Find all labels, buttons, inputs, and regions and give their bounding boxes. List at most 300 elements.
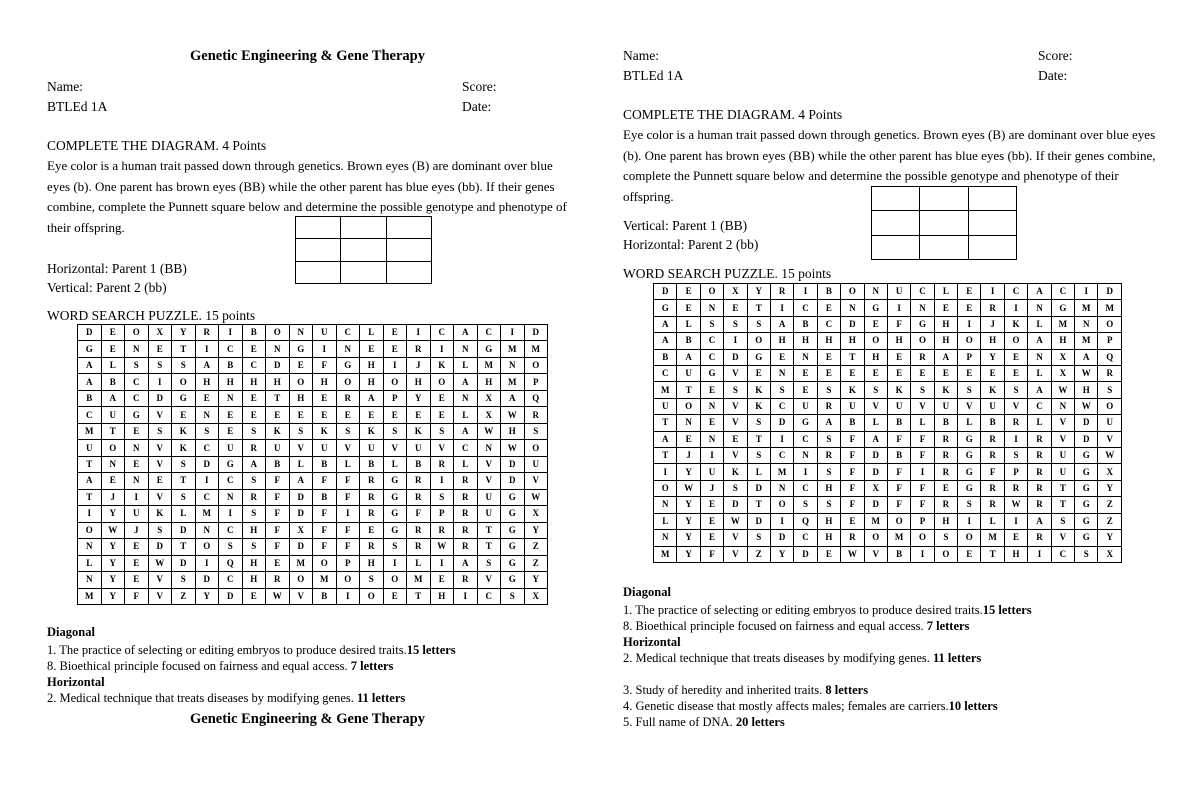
word-search-row (78, 539, 548, 555)
punnett-cell[interactable] (872, 211, 920, 235)
word-search-cell: J (407, 357, 431, 373)
word-search-cell: V (724, 398, 747, 414)
word-search-cell: S (125, 357, 149, 373)
word-search-cell: F (125, 588, 149, 605)
word-search-cell: O (336, 374, 360, 390)
word-search-cell: S (524, 423, 548, 439)
word-search-cell: O (700, 284, 723, 300)
word-search-cell: D (524, 325, 548, 341)
word-search-cell: N (770, 480, 793, 496)
word-search-cell: G (958, 464, 981, 480)
word-search-cell: K (724, 464, 747, 480)
word-search-cell: M (981, 530, 1004, 546)
word-search-cell: R (1028, 448, 1051, 464)
word-search-cell: H (864, 349, 887, 365)
word-search-cell: O (383, 572, 407, 588)
word-search-cell: M (78, 588, 102, 605)
word-search-cell: V (383, 440, 407, 456)
word-search-cell: T (747, 300, 770, 316)
word-search-cell: A (78, 374, 102, 390)
word-search-cell: M (770, 464, 793, 480)
word-search-cell: I (770, 300, 793, 316)
word-search-cell: Z (1098, 513, 1122, 529)
word-search-cell: V (336, 440, 360, 456)
word-search-cell: L (407, 555, 431, 571)
word-search-cell: R (360, 506, 384, 522)
punnett-cell[interactable] (341, 239, 386, 261)
word-search-cell: N (911, 300, 934, 316)
word-search-cell: C (219, 522, 243, 538)
word-search-cell: E (794, 382, 817, 398)
word-search-cell: E (934, 480, 957, 496)
word-search-cell: O (958, 530, 981, 546)
word-search-cell: T (172, 539, 196, 555)
word-search-cell: F (266, 473, 290, 489)
word-search-cell: T (841, 349, 864, 365)
word-search-cell: D (219, 588, 243, 605)
word-search-cell: F (887, 316, 910, 332)
word-search-cell: R (454, 539, 478, 555)
word-search-cell: S (219, 539, 243, 555)
word-search-cell: O (864, 530, 887, 546)
word-search-cell: G (477, 341, 501, 357)
word-search-cell: E (289, 357, 313, 373)
punnett-cell[interactable] (296, 217, 341, 239)
word-search-cell: H (242, 374, 266, 390)
word-search-cell: C (1051, 546, 1074, 563)
word-search-cell: I (195, 555, 219, 571)
punnett-cell[interactable] (386, 239, 431, 261)
word-search-cell: V (148, 588, 172, 605)
word-search-cell: Z (747, 546, 770, 563)
word-search-cell: E (817, 300, 840, 316)
word-search-row (78, 572, 548, 588)
word-search-cell: L (864, 415, 887, 431)
word-search-row (654, 398, 1122, 414)
word-search-cell: N (1051, 398, 1074, 414)
word-search-cell: S (700, 316, 723, 332)
word-search-cell: S (794, 497, 817, 513)
word-search-cell: W (148, 555, 172, 571)
word-search-cell: S (1004, 448, 1027, 464)
word-search-cell: H (981, 333, 1004, 349)
word-search-cell: G (1075, 480, 1098, 496)
word-search-cell: E (430, 390, 454, 406)
word-search-cell: M (1098, 300, 1122, 316)
word-search-cell: R (407, 522, 431, 538)
punnett-cell[interactable] (920, 235, 968, 259)
word-search-cell: I (430, 555, 454, 571)
word-search-cell: B (78, 390, 102, 406)
word-search-cell: F (841, 480, 864, 496)
word-search-cell: H (289, 390, 313, 406)
word-search-cell: I (195, 341, 219, 357)
word-search-cell: I (770, 513, 793, 529)
word-search-cell: H (817, 513, 840, 529)
word-search-cell: F (911, 431, 934, 447)
word-search-cell: T (266, 390, 290, 406)
word-search-cell: D (172, 522, 196, 538)
word-search-cell: D (195, 572, 219, 588)
word-search-cell: A (360, 390, 384, 406)
word-search-row (654, 464, 1122, 480)
word-search-cell: R (981, 448, 1004, 464)
word-search-cell: L (934, 284, 957, 300)
word-search-cell: U (794, 398, 817, 414)
word-search-cell: C (219, 341, 243, 357)
word-search-cell: S (195, 423, 219, 439)
word-search-cell: C (1028, 398, 1051, 414)
word-search-cell: U (219, 440, 243, 456)
word-search-cell: A (289, 473, 313, 489)
word-search-cell: T (78, 456, 102, 472)
word-search-cell: E (724, 431, 747, 447)
word-search-cell: J (981, 316, 1004, 332)
word-search-row (78, 506, 548, 522)
right-parent-line-2: Horizontal: Parent 2 (bb) (623, 237, 759, 252)
word-search-cell: V (1098, 431, 1122, 447)
word-search-cell: B (981, 415, 1004, 431)
word-search-cell: W (524, 489, 548, 505)
word-search-cell: H (477, 374, 501, 390)
word-search-cell: V (477, 572, 501, 588)
word-search-cell: B (794, 316, 817, 332)
word-search-row (654, 448, 1122, 464)
word-search-cell: S (934, 530, 957, 546)
word-search-cell: A (770, 316, 793, 332)
word-search-cell: R (336, 390, 360, 406)
word-search-cell: X (864, 480, 887, 496)
word-search-cell: V (289, 440, 313, 456)
word-search-cell: P (383, 390, 407, 406)
word-search-cell: V (724, 448, 747, 464)
word-search-cell: H (242, 572, 266, 588)
word-search-cell: M (289, 555, 313, 571)
word-search-cell: V (724, 530, 747, 546)
word-search-cell: A (454, 555, 478, 571)
punnett-cell[interactable] (968, 235, 1016, 259)
word-search-cell: L (654, 513, 677, 529)
word-search-cell: E (125, 572, 149, 588)
word-search-cell: U (841, 398, 864, 414)
word-search-cell: Z (172, 588, 196, 605)
word-search-row (654, 480, 1122, 496)
word-search-cell: C (794, 431, 817, 447)
punnett-cell[interactable] (872, 235, 920, 259)
word-search-cell: E (430, 572, 454, 588)
word-search-cell: A (195, 357, 219, 373)
word-search-cell: I (430, 341, 454, 357)
word-search-cell: E (958, 366, 981, 382)
punnett-cell[interactable] (296, 261, 341, 283)
word-search-cell: L (677, 316, 700, 332)
word-search-cell: L (1028, 316, 1051, 332)
word-search-cell: N (454, 341, 478, 357)
word-search-cell: D (841, 316, 864, 332)
word-search-cell: H (313, 374, 337, 390)
word-search-cell: K (172, 423, 196, 439)
word-search-cell: I (195, 473, 219, 489)
word-search-cell: C (219, 473, 243, 489)
word-search-cell: V (430, 440, 454, 456)
word-search-cell: U (1051, 448, 1074, 464)
word-search-cell: D (747, 513, 770, 529)
word-search-cell: X (524, 588, 548, 605)
word-search-cell: L (911, 415, 934, 431)
left-word-search-heading: WORD SEARCH PUZZLE. 15 points (47, 308, 256, 323)
word-search-cell: H (1051, 333, 1074, 349)
word-search-cell: H (242, 555, 266, 571)
word-search-cell: F (841, 448, 864, 464)
word-search-cell: M (501, 341, 525, 357)
word-search-cell: G (864, 300, 887, 316)
word-search-cell: R (981, 300, 1004, 316)
word-search-cell: B (817, 284, 840, 300)
word-search-cell: A (78, 357, 102, 373)
word-search-cell: O (195, 539, 219, 555)
word-search-cell: E (887, 349, 910, 365)
punnett-cell[interactable] (920, 187, 968, 211)
word-search-cell: J (101, 489, 125, 505)
word-search-cell: A (454, 374, 478, 390)
word-search-cell: T (101, 423, 125, 439)
word-search-cell: E (125, 423, 149, 439)
word-search-cell: T (172, 473, 196, 489)
word-search-cell: S (172, 357, 196, 373)
word-search-cell: S (817, 497, 840, 513)
word-search-cell: W (477, 423, 501, 439)
word-search-cell: E (266, 407, 290, 423)
word-search-cell: V (864, 546, 887, 563)
punnett-cell[interactable] (872, 187, 920, 211)
word-search-cell: H (817, 530, 840, 546)
word-search-cell: R (430, 522, 454, 538)
word-search-cell: L (289, 456, 313, 472)
word-search-cell: M (195, 506, 219, 522)
left-word-search-grid (77, 324, 548, 605)
word-search-cell: I (1075, 284, 1098, 300)
word-search-cell: S (724, 316, 747, 332)
word-search-cell: W (841, 546, 864, 563)
word-search-cell: F (336, 489, 360, 505)
word-search-cell: I (383, 357, 407, 373)
word-search-cell: B (313, 489, 337, 505)
word-search-cell: R (1028, 530, 1051, 546)
left-punnett-square[interactable] (295, 216, 432, 284)
right-horizontal-heading: Horizontal (623, 635, 681, 649)
word-search-cell: Y (101, 572, 125, 588)
word-search-cell: I (770, 431, 793, 447)
word-search-cell: V (477, 473, 501, 489)
word-search-cell: O (125, 325, 149, 341)
word-search-row (78, 489, 548, 505)
word-search-cell: E (700, 382, 723, 398)
word-search-cell: D (770, 415, 793, 431)
word-search-cell: E (383, 407, 407, 423)
word-search-cell: V (148, 407, 172, 423)
word-search-row (654, 349, 1122, 365)
word-search-cell: M (887, 530, 910, 546)
word-search-cell: V (148, 440, 172, 456)
word-search-cell: T (654, 415, 677, 431)
word-search-cell: W (501, 407, 525, 423)
word-search-cell: K (747, 382, 770, 398)
word-search-cell: W (501, 440, 525, 456)
word-search-cell: O (289, 374, 313, 390)
word-search-cell: I (219, 506, 243, 522)
word-search-cell: I (911, 464, 934, 480)
word-search-cell: T (677, 382, 700, 398)
word-search-cell: H (887, 333, 910, 349)
word-search-cell: L (454, 357, 478, 373)
word-search-cell: E (747, 366, 770, 382)
word-search-cell: D (1098, 284, 1122, 300)
word-search-cell: N (266, 341, 290, 357)
word-search-cell: R (266, 572, 290, 588)
word-search-cell: H (841, 333, 864, 349)
word-search-cell: S (724, 480, 747, 496)
word-search-cell: F (336, 539, 360, 555)
word-search-cell: C (454, 440, 478, 456)
right-clue-5: 5. Full name of DNA. 20 letters (623, 715, 785, 729)
word-search-cell: A (242, 456, 266, 472)
punnett-cell[interactable] (386, 261, 431, 283)
word-search-cell: Y (677, 497, 700, 513)
punnett-cell[interactable] (341, 217, 386, 239)
word-search-cell: G (78, 341, 102, 357)
word-search-cell: E (172, 407, 196, 423)
word-search-cell: H (360, 555, 384, 571)
word-search-cell: T (172, 341, 196, 357)
word-search-cell: E (313, 390, 337, 406)
word-search-cell: O (677, 398, 700, 414)
word-search-cell: I (78, 506, 102, 522)
left-parent-line-2: Vertical: Parent 2 (bb) (47, 280, 167, 295)
word-search-cell: A (1028, 382, 1051, 398)
word-search-cell: U (1051, 464, 1074, 480)
word-search-row (654, 333, 1122, 349)
word-search-cell: F (336, 522, 360, 538)
word-search-cell: D (289, 489, 313, 505)
word-search-cell: D (501, 456, 525, 472)
word-search-cell: R (195, 325, 219, 341)
word-search-cell: N (700, 431, 723, 447)
word-search-cell: S (911, 382, 934, 398)
word-search-cell: U (313, 325, 337, 341)
word-search-cell: X (289, 522, 313, 538)
word-search-cell: G (125, 407, 149, 423)
word-search-row (78, 423, 548, 439)
word-search-cell: R (911, 349, 934, 365)
word-search-cell: S (289, 423, 313, 439)
word-search-cell: F (313, 506, 337, 522)
word-search-cell: B (887, 546, 910, 563)
punnett-cell[interactable] (920, 211, 968, 235)
word-search-cell: A (1028, 513, 1051, 529)
word-search-cell: Y (677, 530, 700, 546)
word-search-cell: Z (524, 555, 548, 571)
word-search-cell: C (195, 440, 219, 456)
right-diagonal-heading: Diagonal (623, 585, 671, 599)
word-search-row (654, 513, 1122, 529)
word-search-cell: I (700, 448, 723, 464)
word-search-cell: E (219, 407, 243, 423)
word-search-cell: T (747, 431, 770, 447)
word-search-cell: A (654, 431, 677, 447)
word-search-cell: O (1098, 398, 1122, 414)
punnett-cell[interactable] (341, 261, 386, 283)
left-section-heading: COMPLETE THE DIAGRAM. 4 Points (47, 138, 267, 153)
word-search-cell: C (125, 374, 149, 390)
word-search-cell: K (407, 423, 431, 439)
word-search-cell: T (654, 448, 677, 464)
word-search-cell: Q (524, 390, 548, 406)
word-search-cell: X (1098, 464, 1122, 480)
punnett-cell[interactable] (968, 211, 1016, 235)
word-search-cell: E (677, 300, 700, 316)
word-search-cell: B (313, 456, 337, 472)
word-search-cell: U (654, 398, 677, 414)
word-search-cell: E (817, 349, 840, 365)
word-search-cell: C (817, 316, 840, 332)
word-search-cell: H (934, 513, 957, 529)
word-search-cell: T (78, 489, 102, 505)
word-search-cell: R (360, 489, 384, 505)
right-punnett-square[interactable] (871, 186, 1017, 260)
word-search-cell: L (747, 464, 770, 480)
word-search-row (78, 555, 548, 571)
word-search-cell: S (501, 588, 525, 605)
left-footer-title: Genetic Engineering & Gene Therapy (190, 711, 425, 727)
word-search-cell: B (887, 415, 910, 431)
word-search-cell: G (501, 489, 525, 505)
word-search-cell: D (747, 480, 770, 496)
word-search-cell: B (101, 374, 125, 390)
word-search-cell: D (78, 325, 102, 341)
word-search-row (78, 357, 548, 373)
word-search-cell: H (1004, 546, 1027, 563)
word-search-cell: W (1075, 398, 1098, 414)
word-search-cell: D (1075, 431, 1098, 447)
word-search-cell: E (148, 473, 172, 489)
word-search-cell: C (78, 407, 102, 423)
word-search-cell: D (289, 539, 313, 555)
word-search-cell: E (101, 341, 125, 357)
right-date-label: Date: (1038, 68, 1068, 83)
word-search-cell: R (407, 539, 431, 555)
word-search-cell: C (770, 398, 793, 414)
word-search-cell: E (958, 546, 981, 563)
word-search-row (78, 341, 548, 357)
word-search-cell: N (654, 497, 677, 513)
word-search-cell: C (700, 349, 723, 365)
word-search-cell: E (383, 325, 407, 341)
word-search-cell: E (242, 588, 266, 605)
word-search-cell: Q (1098, 349, 1122, 365)
left-score-label: Score: (462, 79, 497, 94)
word-search-cell: Y (677, 464, 700, 480)
word-search-row (654, 284, 1122, 300)
punnett-cell[interactable] (386, 217, 431, 239)
word-search-cell: F (911, 497, 934, 513)
word-search-cell: E (148, 341, 172, 357)
punnett-cell[interactable] (296, 239, 341, 261)
word-search-cell: E (1004, 530, 1027, 546)
word-search-cell: E (360, 522, 384, 538)
punnett-cell[interactable] (968, 187, 1016, 211)
word-search-cell: O (747, 333, 770, 349)
word-search-cell: D (794, 546, 817, 563)
